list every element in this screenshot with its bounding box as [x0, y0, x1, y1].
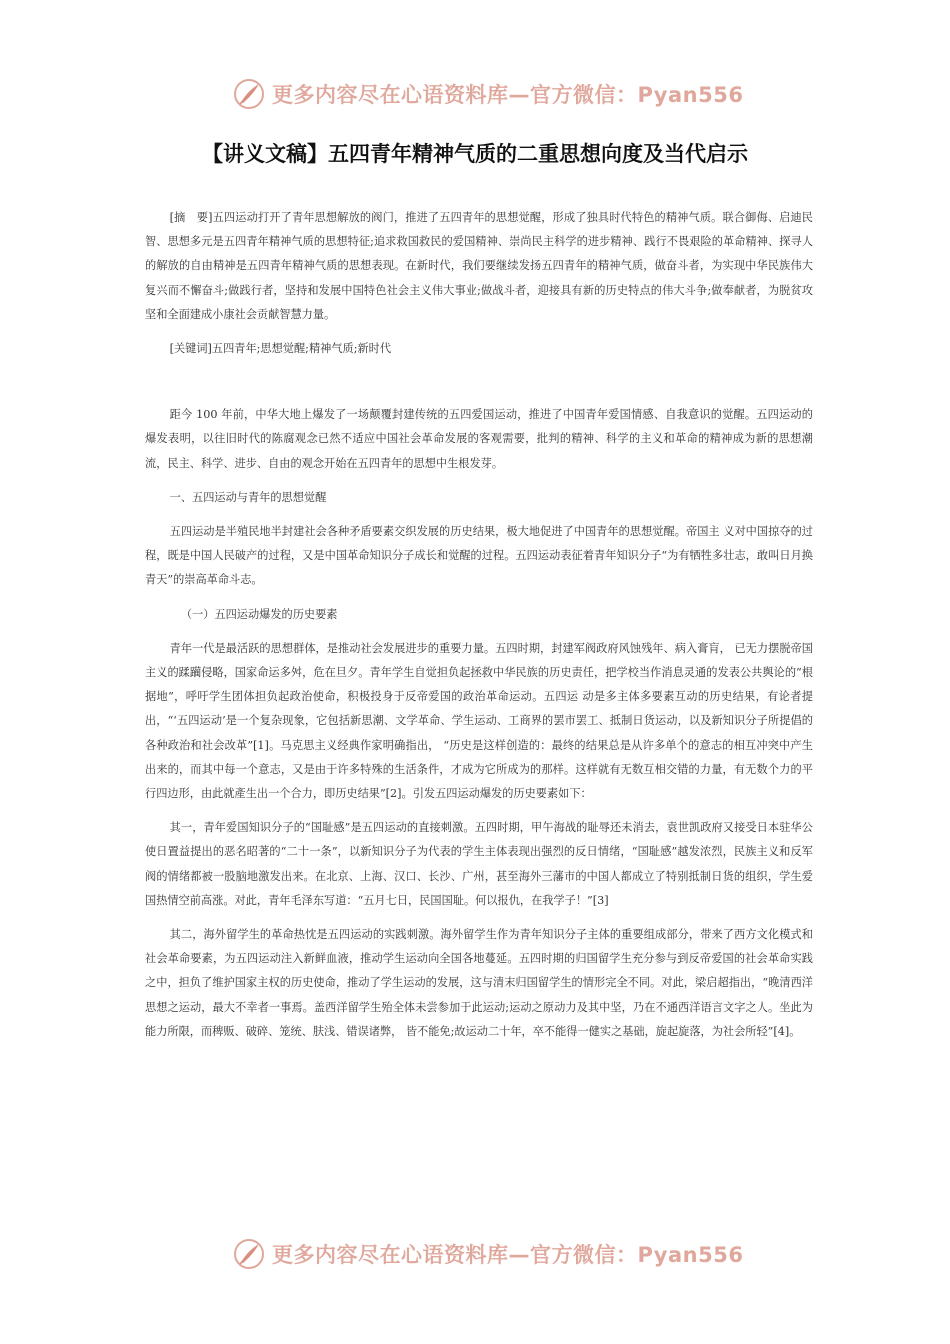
watermark-banner-bottom — [0, 1232, 950, 1276]
section-1-heading: 一、五四运动与青年的思想觉醒 — [169, 490, 327, 504]
subsection-1-paragraph-3: 其二，海外留学生的革命热忱是五四运动的实践刺激。海外留学生作为青年知识分子主体的重要组成部分，带来了西方文化模式和社会革命要素，为五四运动注入新鲜血液，推动学生运动向全国各地蔓延。五四时期的归国留学生充分参与到反帝爱国的社会革命实践之中，担负了维护国家主权的历史使命，推动了学生运动的发展，这与清末归国留学生的情形完全不同。对此，梁启超指出，“晚清西洋思想之运动，最大不幸者一事焉。盖西洋留学生殆全体未尝参加于此运动;运动之原动力及其中坚，乃在不通西洋语言文字之人。坐此为能力所限，而稗贩、破碎、笼统、肤浅、错误诸弊， 皆不能免;故运动二十年，卒不能得一健实之基础，旋起旋落，为社会所轻”[4]。 — [145, 928, 813, 1038]
abstract-paragraph: [摘 要]五四运动打开了青年思想解放的阀门，推进了五四青年的思想觉醒，形成了独具时代特色的精神气质。联合御侮、启迪民智、思想多元是五四青年精神气质的思想特征;追求救国救民的爱国精神、崇尚民主科学的进步精神、践行不畏艰险的革命精神、探寻人的解放的自由精神是五四青年精神气质的思想表现。在新时代，我们要继续发扬五四青年的精神气质，做奋斗者，为实现中华民族伟大复兴而不懈奋斗;做践行者，坚持和发展中国特色社会主义伟大事业;做战斗者，迎接具有新的历史特点的伟大斗争;做奉献者，为脱贫攻坚和全面建成小康社会贡献智慧力量。 — [145, 211, 813, 321]
watermark-text: 更多内容尽在心语资料库—官方微信：Pyan556 — [272, 1243, 744, 1267]
keywords-paragraph: [关键词]五四青年;思想觉醒;精神气质;新时代 — [169, 342, 392, 356]
document-body — [145, 206, 813, 1044]
document-title: 【讲义文稿】五四青年精神气质的二重思想向度及当代启示 — [202, 142, 748, 166]
quill-logo-icon — [232, 1237, 266, 1271]
subsection-1-paragraph-2: 其一，青年爱国知识分子的“国耻感”是五四运动的直接刺激。五四时期，甲午海战的耻辱还未消去，袁世凯政府又接受日本驻华公使日置益提出的恶名昭著的“二十一条”，以新知识分子为代表的学生主体表现出强烈的反日情绪，“国耻感”越发浓烈，民族主义和反军阀的情绪都被一股脑地激发出来。在北京、上海、汉口、长沙、广州，甚至海外三藩市的中国人都成立了特别抵制日货的组织，学生爱国热情空前高涨。对此，青年毛泽东写道：“五月七日，民国国耻。何以报仇，在我学子！”[3] — [145, 821, 813, 907]
watermark-text: 更多内容尽在心语资料库—官方微信：Pyan556 — [272, 83, 744, 107]
section-1-paragraph: 五四运动是半殖民地半封建社会各种矛盾要素交织发展的历史结果，极大地促进了中国青年的思想觉醒。帝国主 义对中国掠夺的过程，既是中国人民破产的过程，又是中国革命知识分子成长和觉醒的过程。五四运动表征着青年知识分子“为有牺牲多壮志，敢叫日月换青天”的崇高革命斗志。 — [145, 525, 813, 587]
intro-paragraph: 距今 100 年前，中华大地上爆发了一场颠覆封建传统的五四爱国运动，推进了中国青年爱国情感、自我意识的觉醒。五四运动的爆发表明，以往旧时代的陈腐观念已然不适应中国社会革命发展的客观需要，批判的精神、科学的主义和革命的精神成为新的思想潮流，民主、科学、进步、自由的观念开始在五四青年的思想中生根发芽。 — [145, 408, 813, 470]
quill-logo-icon — [232, 77, 266, 111]
subsection-1-heading: （一）五四运动爆发的历史要素 — [180, 607, 338, 621]
watermark-banner-top — [0, 72, 950, 116]
subsection-1-paragraph-1: 青年一代是最活跃的思想群体，是推动社会发展进步的重要力量。五四时期，封建军阀政府风蚀残年、病入膏肓， 已无力摆脱帝国主义的蹂躏侵略，国家命运多舛，危在旦夕。青年学生自觉担负起拯救中华民族的历史责任，把学校当作消息灵通的发表公共舆论的“根据地”，呼吁学生团体担负起政治使命，积极投身于反帝爱国的政治革命运动。五四运 动是多主体多要素互动的历史结果，有论者提出，“‘五四运动’是一个复杂现象，它包括新思潮、文学革命、学生运动、工商界的罢市罢工、抵制日货运动，以及新知识分子所提倡的各种政治和社会改革”[1]。马克思主义经典作家明确指出， “历史是这样创造的：最终的结果总是从许多单个的意志的相互冲突中产生出来的，而其中每一个意志，又是由于许多特殊的生活条件，才成为它所成为的那样。这样就有无数互相交错的力量，有无数个力的平行四边形，由此就產生出一个合力，即历史结果”[2]。引发五四运动爆发的历史要素如下： — [145, 641, 813, 801]
